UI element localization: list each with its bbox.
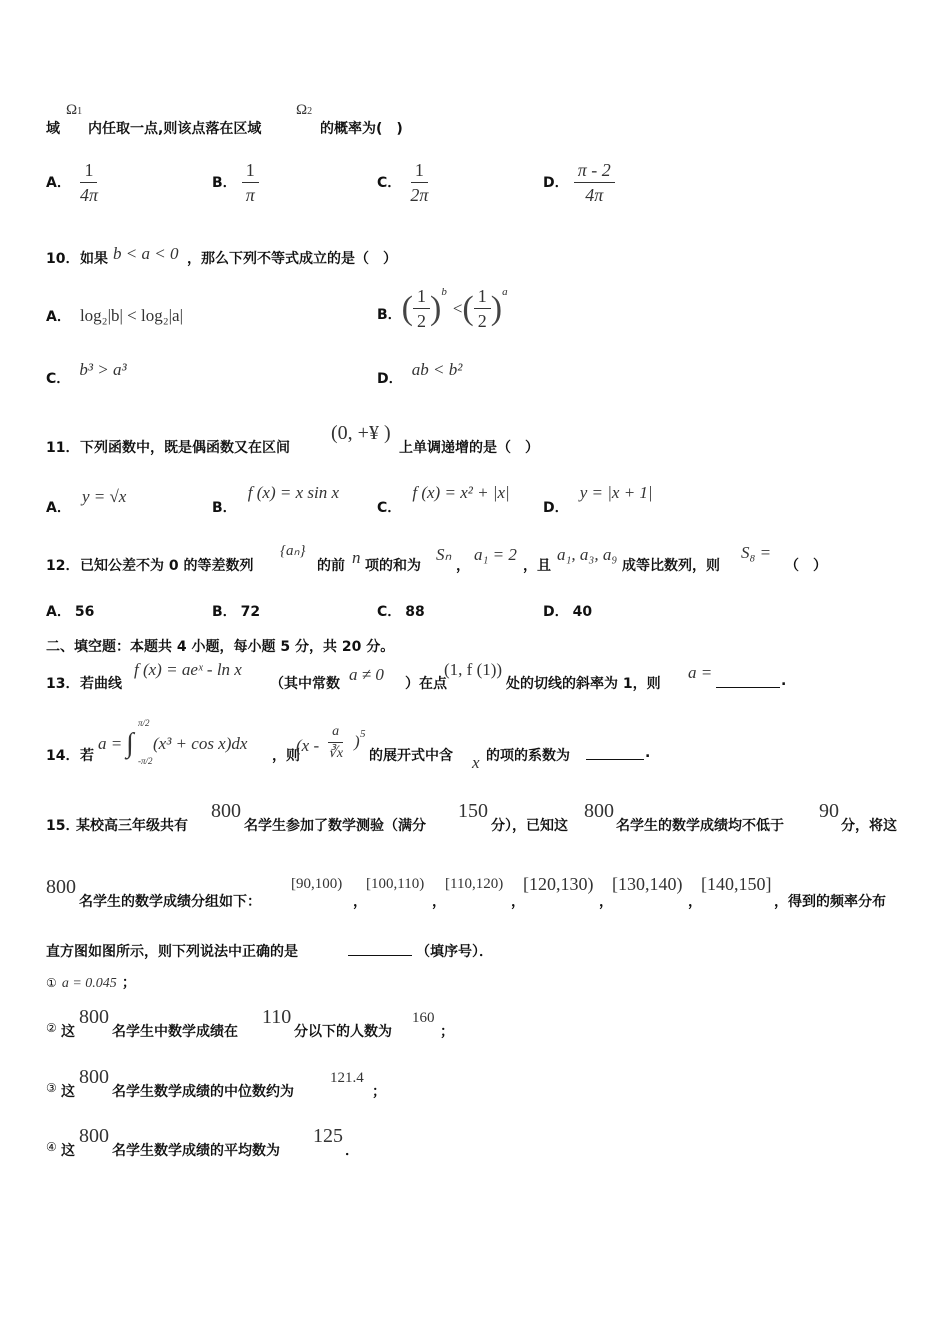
- q11-number: 11．: [46, 440, 80, 456]
- q12-number: 12．: [46, 558, 80, 574]
- q10-option-c[interactable]: C． b³ > a³: [46, 360, 127, 387]
- fraction: $\frac{1}{\pi}$: [242, 160, 259, 205]
- q9-stem-2: 内任取一点,则该点落在区域: [88, 121, 262, 137]
- q12-option-d[interactable]: D． 40: [543, 604, 593, 620]
- group-6: [140,150]: [701, 874, 772, 894]
- q12-option-c[interactable]: C． 88: [377, 604, 425, 620]
- q11-option-b[interactable]: B． f (x) = x sin x: [212, 483, 340, 516]
- q14-answer-blank[interactable]: [586, 747, 644, 760]
- q12-option-b[interactable]: B． 72: [212, 604, 261, 620]
- q10-a-expr: log₂|b| < log₂|a|: [79, 306, 183, 325]
- q12-terms: a₁, a₃, a₉: [557, 545, 618, 564]
- q15-answer-blank[interactable]: [348, 943, 412, 956]
- q10-stem-1: 如果: [80, 251, 108, 267]
- fraction-half: $\frac{1}{2}$: [474, 286, 491, 331]
- group-1: [90,100): [291, 876, 343, 892]
- q12-a1: a₁ = 2: [474, 545, 517, 564]
- q13-point: (1, f (1)): [444, 660, 503, 679]
- q10-condition: b < a < 0: [113, 244, 179, 263]
- fraction: $\frac{1}{2\pi}$: [410, 160, 429, 205]
- q9-option-c[interactable]: C． $\frac{1}{2\pi}$: [377, 160, 432, 205]
- q11-stem-2: 上单调递增的是（ ）: [399, 440, 539, 456]
- q13-condition: a ≠ 0: [349, 665, 384, 684]
- q10-number: 10．: [46, 251, 80, 267]
- q11-stem-1: 下列函数中，既是偶函数又在区间: [80, 440, 290, 456]
- q12-sequence: {aₙ}: [280, 543, 306, 559]
- q10-option-b[interactable]: B． ( $\frac{1}{2}$ ) b < ( $\frac{1}{2}$ ) a: [377, 286, 508, 331]
- q15-number: 15．: [46, 818, 80, 834]
- group-4: [120,130): [523, 874, 594, 894]
- fraction-half: $\frac{1}{2}$: [413, 286, 430, 331]
- q11-option-c[interactable]: C． f (x) = x² + |x|: [377, 483, 510, 516]
- q13-curve: f (x) = aeˣ - ln x: [134, 660, 242, 679]
- q12-stem-2: 的前: [317, 558, 345, 574]
- q9-option-d[interactable]: D． $\frac{\pi - 2}{4\pi}$: [543, 160, 615, 205]
- q11-option-a[interactable]: A． y = √x: [46, 487, 127, 516]
- q11-interval: (0, +¥ ): [331, 422, 391, 444]
- q12-stem-3: 项的和为: [365, 558, 421, 574]
- omega2-symbol: Ω2: [296, 102, 313, 118]
- q15-statement-1: ① a = 0.045 ；: [46, 975, 136, 991]
- q10-option-d[interactable]: D． ab < b²: [377, 360, 463, 387]
- group-2: [100,110): [366, 876, 425, 892]
- q12-stem-5: 成等比数列，则: [622, 558, 720, 574]
- q12-s8: S₈ =: [741, 543, 772, 562]
- q12-stem-1: 已知公差不为 0 的等差数列: [80, 558, 254, 574]
- q10-option-a[interactable]: A． log₂|b| < log₂|a|: [46, 306, 183, 325]
- q14-number: 14．: [46, 748, 80, 764]
- fraction: $\frac{\pi - 2}{4\pi}$: [574, 160, 615, 205]
- q9-stem-1: 域: [46, 121, 60, 137]
- q11-option-d[interactable]: D． y = |x + 1|: [543, 483, 653, 516]
- fraction: $\frac{1}{4\pi}$: [79, 160, 98, 205]
- q12-option-a[interactable]: A． 56: [46, 604, 95, 620]
- omega1-symbol: Ω1: [66, 102, 83, 118]
- q9-option-a[interactable]: A． $\frac{1}{4\pi}$: [46, 160, 102, 205]
- section-heading: 二、填空题：本题共 4 小题，每小题 5 分，共 20 分。: [46, 639, 395, 655]
- q14-integral: a = ∫ π/2 -π/2 (x³ + cos x)dx: [98, 718, 248, 766]
- q13-number: 13．: [46, 676, 80, 692]
- group-5: [130,140): [612, 874, 683, 894]
- group-3: [110,120): [445, 876, 504, 892]
- q9-option-b[interactable]: B． $\frac{1}{\pi}$: [212, 160, 259, 205]
- q13-answer-blank[interactable]: [716, 675, 780, 688]
- q12-stem-4: ，且: [523, 558, 551, 574]
- q12-sn: Sₙ: [436, 545, 452, 564]
- q10-stem-2: ，那么下列不等式成立的是（ ）: [187, 251, 397, 267]
- q9-stem-3: 的概率为( ): [320, 121, 403, 137]
